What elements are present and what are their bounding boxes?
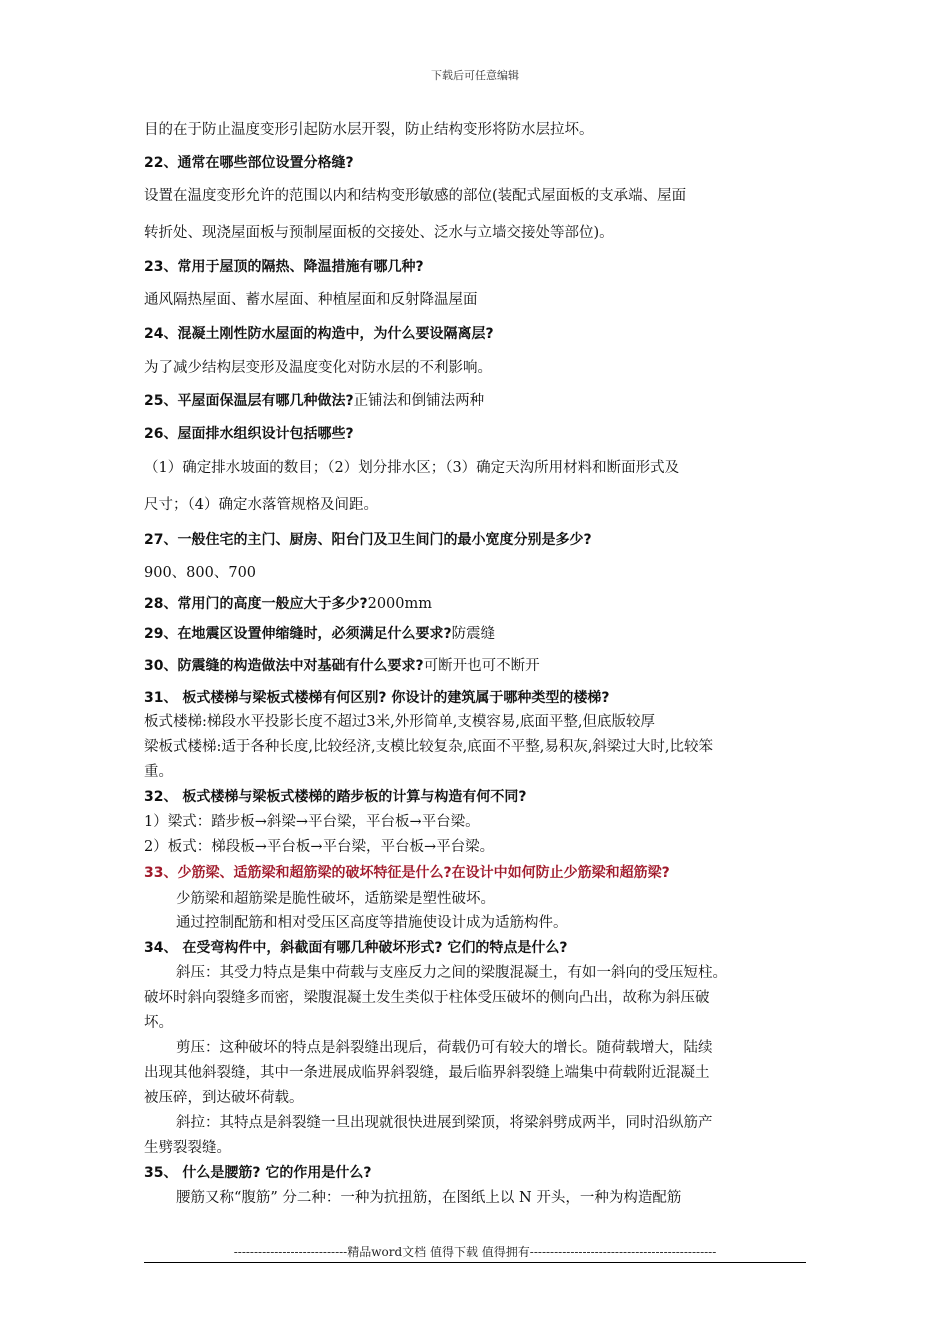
line-text: 板式楼梯:梯段水平投影长度不超过3米,外形简单,支模容易,底面平整,但底版较厚 — [144, 714, 656, 730]
text-line — [144, 120, 594, 140]
line-text: 33、少筋梁、适筋梁和超筋梁的破坏特征是什么?在设计中如何防止少筋梁和超筋梁? — [144, 865, 670, 881]
text-line — [144, 1063, 710, 1083]
line-text: 通风隔热屋面、蓄水屋面、种植屋面和反射降温屋面 — [144, 292, 478, 308]
line-text: 生劈裂裂缝。 — [144, 1140, 231, 1156]
question-line — [144, 530, 592, 550]
text-line — [144, 563, 256, 583]
line-text: 破坏时斜向裂缝多而密，梁腹混凝土发生类似于柱体受压破坏的侧向凸出，故称为斜压破 — [144, 990, 710, 1006]
question-line — [144, 324, 494, 344]
text-line — [144, 1038, 713, 1058]
line-text: 斜拉：其特点是斜裂缝一旦出现就很快进展到梁顶，将梁斜劈成两半，同时沿纵筋产 — [176, 1115, 713, 1131]
line-text: 30、防震缝的构造做法中对基础有什么要求? — [144, 658, 424, 674]
line-text: 斜压：其受力特点是集中荷载与支座反力之间的梁腹混凝土，有如一斜向的受压短柱。 — [176, 965, 727, 981]
inline-answer: 正铺法和倒铺法两种 — [353, 393, 485, 409]
text-line — [144, 1188, 681, 1208]
line-text: 设置在温度变形允许的范围以内和结构变形敏感的部位(装配式屋面板的支承端、屋面 — [144, 188, 687, 204]
text-line — [144, 1088, 304, 1108]
line-text: 2）板式：梯段板→平台板→平台梁，平台板→平台梁。 — [144, 839, 495, 855]
text-line — [144, 712, 655, 732]
line-text: 坏。 — [144, 1015, 173, 1031]
inline-answer: 2000mm — [367, 596, 433, 612]
line-text: 转折处、现浇屋面板与预制屋面板的交接处、泛水与立墙交接处等部位)。 — [144, 225, 614, 241]
line-text: 为了减少结构层变形及温度变化对防水层的不利影响。 — [144, 360, 492, 376]
text-line — [144, 889, 495, 909]
text-line — [144, 762, 173, 782]
text-line — [144, 358, 492, 378]
text-line — [144, 290, 478, 310]
text-line — [144, 913, 568, 933]
question-line — [144, 1163, 371, 1183]
line-text: 27、一般住宅的主门、厨房、阳台门及卫生间门的最小宽度分别是多少? — [144, 532, 592, 548]
line-text: 28、常用门的高度一般应大于多少? — [144, 596, 368, 612]
text-line — [144, 495, 378, 515]
text-line — [144, 223, 614, 243]
text-line — [144, 1013, 173, 1033]
question-line — [144, 594, 432, 614]
text-line — [144, 963, 727, 983]
question-line — [144, 863, 670, 883]
page-footer: ----------------------------精品word文档 值得下载 值得拥有---------------------------------------------- — [233, 1245, 717, 1259]
inline-answer: 防震缝 — [451, 626, 496, 642]
question-line — [144, 938, 567, 958]
text-line — [144, 837, 494, 857]
line-text: 尺寸；（4）确定水落管规格及间距。 — [144, 497, 378, 513]
question-line — [144, 424, 354, 444]
line-text: 23、常用于屋顶的隔热、降温措施有哪几种? — [144, 259, 424, 275]
page-header: 下载后可任意编辑 — [431, 69, 519, 82]
line-text: 900、800、700 — [144, 565, 257, 581]
line-text: 31、 板式楼梯与梁板式楼梯有何区别? 你设计的建筑属于哪种类型的楼梯? — [144, 690, 610, 706]
text-line — [144, 812, 480, 832]
line-text: 剪压：这种破坏的特点是斜裂缝出现后，荷载仍可有较大的增长。随荷载增大，陆续 — [176, 1040, 713, 1056]
line-text: 32、 板式楼梯与梁板式楼梯的踏步板的计算与构造有何不同? — [144, 789, 527, 805]
line-text: 1）梁式：踏步板→斜梁→平台梁，平台板→平台梁。 — [144, 814, 480, 830]
question-line — [144, 688, 609, 708]
line-text: 通过控制配筋和相对受压区高度等措施使设计成为适筋构件。 — [176, 915, 568, 931]
text-line — [144, 186, 686, 206]
question-line — [144, 624, 495, 644]
inline-answer: 可断开也可不断开 — [423, 658, 540, 674]
line-text: 35、 什么是腰筋? 它的作用是什么? — [144, 1165, 372, 1181]
question-line — [144, 153, 354, 173]
text-line — [144, 1138, 231, 1158]
line-text: 出现其他斜裂缝，其中一条进展成临界斜裂缝，最后临界斜裂缝上端集中荷载附近混凝土 — [144, 1065, 710, 1081]
line-text: 少筋梁和超筋梁是脆性破坏，适筋梁是塑性破坏。 — [176, 891, 495, 907]
line-text: 梁板式楼梯:适于各种长度,比较经济,支模比较复杂,底面不平整,易积灰,斜梁过大时,比较笨 — [144, 739, 714, 755]
text-line — [144, 737, 713, 757]
line-text: 34、 在受弯构件中，斜截面有哪几种破坏形式? 它们的特点是什么? — [144, 940, 568, 956]
line-text: （1）确定排水坡面的数目；（2）划分排水区；（3）确定天沟所用材料和断面形式及 — [144, 460, 680, 476]
question-line — [144, 656, 540, 676]
line-text: 目的在于防止温度变形引起防水层开裂，防止结构变形将防水层拉坏。 — [144, 122, 594, 138]
text-line — [144, 988, 710, 1008]
line-text: 腰筋又称“腹筋” 分二种：一种为抗扭筋，在图纸上以 N 开头，一种为构造配筋 — [176, 1190, 682, 1206]
line-text: 重。 — [144, 764, 173, 780]
question-line — [144, 391, 484, 411]
text-line — [144, 458, 679, 478]
footer-rule — [144, 1262, 806, 1263]
line-text: 22、通常在哪些部位设置分格缝? — [144, 155, 354, 171]
line-text: 29、在地震区设置伸缩缝时，必须满足什么要求? — [144, 626, 452, 642]
line-text: 被压碎，到达破坏荷载。 — [144, 1090, 304, 1106]
text-line — [144, 1113, 713, 1133]
question-line — [144, 787, 526, 807]
question-line — [144, 257, 424, 277]
line-text: 25、平屋面保温层有哪几种做法? — [144, 393, 354, 409]
line-text: 24、混凝土刚性防水屋面的构造中，为什么要设隔离层? — [144, 326, 494, 342]
line-text: 26、屋面排水组织设计包括哪些? — [144, 426, 354, 442]
